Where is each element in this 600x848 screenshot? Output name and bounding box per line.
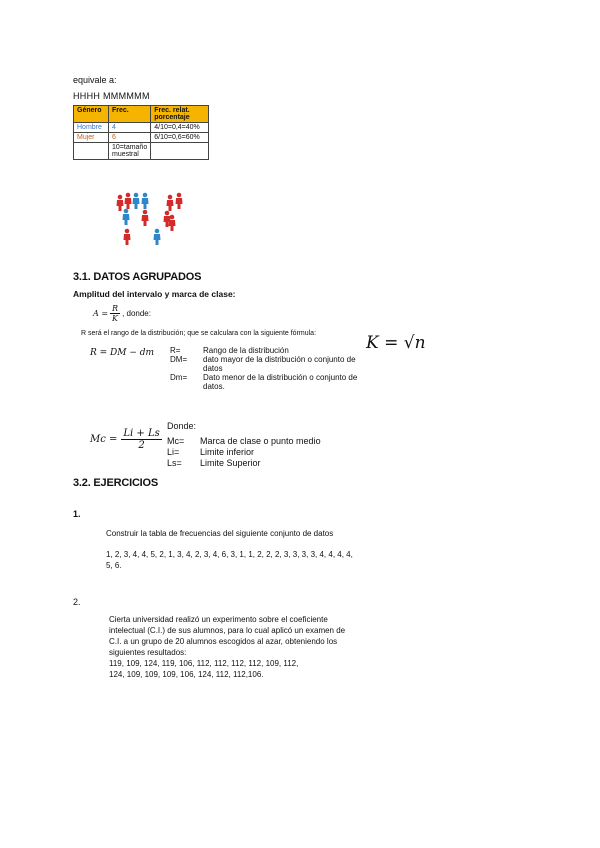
- exercise-2-line: 119, 109, 124, 119, 106, 112, 112, 112, 112, 109, 112,: [109, 659, 299, 668]
- legend-key: Li=: [167, 447, 180, 457]
- amplitude-fraction: [110, 304, 120, 323]
- exercise-2-line: siguientes resultados:: [109, 648, 187, 657]
- legend-item: [170, 373, 358, 391]
- exercise-1-text: Construir la tabla de frecuencias del siguiente conjunto de datos: [106, 529, 334, 538]
- people-pictogram: [110, 190, 190, 252]
- amplitude-formula-lhs: A =: [93, 309, 109, 318]
- exercise-1-data-line-2: 5, 6.: [106, 561, 122, 570]
- exercise-2-text: [109, 614, 345, 680]
- legend-value: Limite inferior: [200, 447, 255, 457]
- table-header-row: [74, 106, 209, 123]
- woman-icon: [142, 210, 149, 226]
- section-subtitle-amplitud: Amplitud del intervalo y marca de clase:: [73, 289, 236, 299]
- man-icon: [154, 229, 161, 245]
- table-header-cell: Frec.: [109, 106, 151, 123]
- man-icon: [133, 193, 140, 209]
- legend-item: [167, 436, 321, 447]
- legend-key: DM=: [170, 355, 188, 364]
- exercise-2-number: 2.: [73, 597, 81, 607]
- table-cell: 4/10=0,4=40%: [151, 123, 209, 133]
- mc-numerator: Li + Ls: [123, 428, 160, 439]
- legend-key: Mc=: [167, 436, 185, 446]
- legend-item: [167, 458, 321, 469]
- table-header-cell: Frec. relat. porcentaje: [151, 106, 209, 123]
- mc-formula: [90, 428, 162, 451]
- table-cell: 6: [109, 133, 151, 143]
- legend-item: [170, 355, 358, 373]
- table-row: [74, 133, 209, 143]
- intro-line-2: HHHH MMMMMM: [73, 91, 150, 101]
- mc-donde: Donde:: [167, 421, 197, 431]
- mc-denominator: 2: [138, 440, 145, 451]
- man-icon: [142, 193, 149, 209]
- legend-key: Dm=: [170, 373, 188, 382]
- legend-value: Marca de clase o punto medio: [200, 436, 321, 446]
- table-header-cell: Género: [74, 106, 109, 123]
- legend-value: Limite Superior: [200, 458, 261, 468]
- exercise-2-line: C.I. a un grupo de 20 alumnos escogidos al azar, obteniendo los: [109, 637, 338, 646]
- exercise-1-data-line-1: 1, 2, 3, 4, 4, 5, 2, 1, 3, 4, 2, 3, 4, 6, 3, 1, 1, 2, 2, 2, 3, 3, 3, 3, 4, 4, 4, 4,: [106, 550, 353, 559]
- amplitude-numerator: R: [112, 304, 119, 313]
- section-title-datos-agrupados: 3.1. DATOS AGRUPADOS: [73, 271, 202, 283]
- legend-value: dato mayor de la distribución o conjunto de datos: [203, 355, 356, 373]
- legend-key: R=: [170, 346, 181, 355]
- amplitude-formula: [93, 304, 151, 323]
- mc-formula-lhs: Mc =: [90, 434, 118, 445]
- woman-icon: [117, 195, 124, 211]
- man-icon: [123, 209, 130, 225]
- exercise-1-number: 1.: [73, 509, 81, 519]
- table-row: [74, 123, 209, 133]
- woman-icon: [124, 229, 131, 245]
- table-cell: Hombre: [74, 123, 109, 133]
- amplitude-formula-suffix: , donde:: [122, 309, 151, 318]
- mc-fraction: [121, 428, 161, 451]
- woman-icon: [176, 193, 183, 209]
- exercise-2-line: intelectual (C.I.) de sus alumnos, para lo cual aplicó un examen de: [109, 626, 346, 635]
- woman-icon: [167, 195, 174, 211]
- woman-icon: [125, 193, 132, 209]
- exercise-2-line: Cierta universidad realizó un experimento sobre el coeficiente: [109, 615, 328, 624]
- table-cell: [151, 143, 209, 160]
- rango-description: R será el rango de la distribución; que se calculara con la siguiente fórmula:: [81, 330, 317, 337]
- legend-value: Rango de la distribución: [203, 346, 289, 355]
- legend-key: Ls=: [167, 458, 182, 468]
- exercise-2-line: 124, 109, 109, 109, 106, 124, 112, 112,106.: [109, 670, 264, 679]
- rango-legend: [170, 346, 358, 391]
- amplitude-denominator: K: [112, 314, 119, 323]
- table-cell: [74, 143, 109, 160]
- rango-formula: R = DM − dm: [90, 348, 155, 358]
- table-cell: 4: [109, 123, 151, 133]
- mc-legend: [167, 436, 321, 469]
- table-row: [74, 143, 209, 160]
- legend-item: [167, 447, 321, 458]
- table-cell: Mujer: [74, 133, 109, 143]
- legend-value: Dato menor de la distribución o conjunto de datos.: [203, 373, 358, 391]
- intro-line-1: equivale a:: [73, 75, 117, 85]
- legend-item: [170, 346, 358, 355]
- k-formula: K = √n: [366, 333, 426, 353]
- frequency-table: [73, 105, 209, 160]
- section-title-ejercicios: 3.2. EJERCICIOS: [73, 477, 159, 489]
- table-cell: 6/10=0,6=60%: [151, 133, 209, 143]
- table-cell: 10=tamaño muestral: [109, 143, 151, 160]
